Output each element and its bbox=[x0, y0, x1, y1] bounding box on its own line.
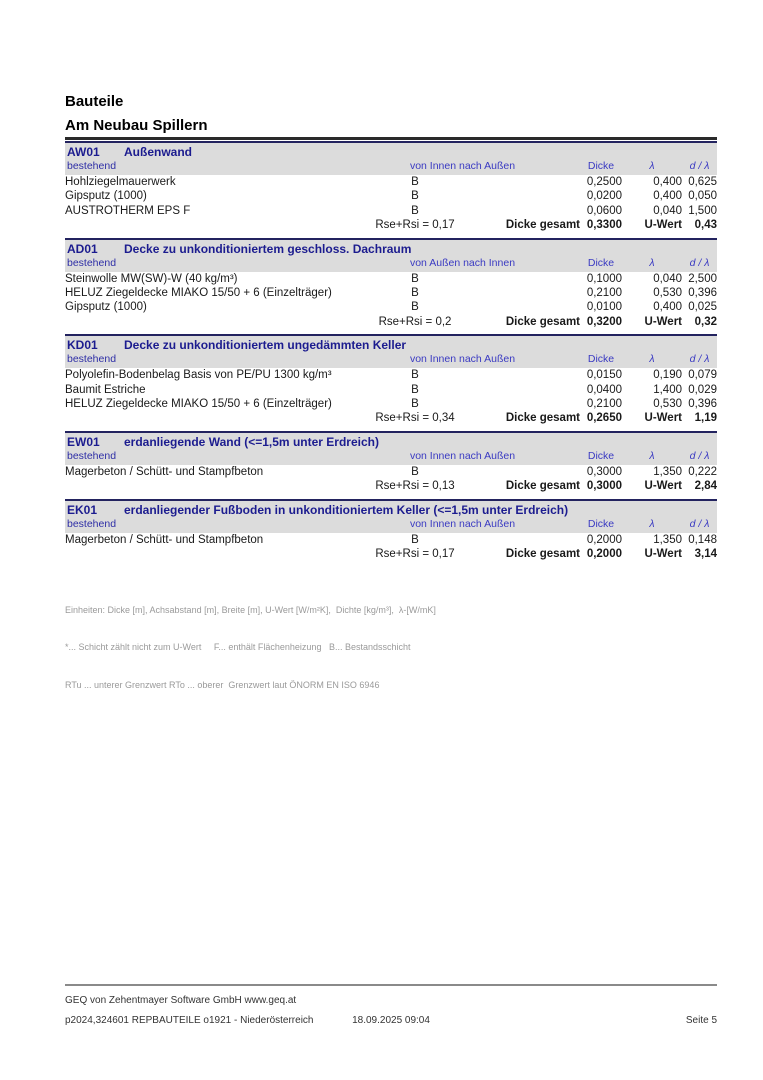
d-lambda-value: 0,029 bbox=[688, 383, 717, 396]
material-name: Magerbeton / Schütt- und Stampfbeton bbox=[65, 465, 264, 478]
section-column-header-row bbox=[65, 160, 717, 173]
section-column-header-row bbox=[65, 450, 717, 463]
dicke-value: 0,0400 bbox=[586, 383, 622, 396]
sections-container bbox=[65, 141, 717, 562]
footnotes bbox=[65, 579, 717, 717]
column-header-d-lambda: d / λ bbox=[689, 517, 710, 530]
layer-row-spacer bbox=[485, 533, 580, 547]
footnote-norm: RTu ... unterer Grenzwert RTo ... oberer Grenzwert laut ÖNORM EN ISO 6946 bbox=[65, 679, 380, 690]
column-header-d-lambda: d / λ bbox=[689, 256, 710, 269]
material-name: Magerbeton / Schütt- und Stampfbeton bbox=[65, 533, 264, 546]
layer-direction: von Außen nach Innen bbox=[409, 256, 516, 269]
dicke-gesamt-value: 0,3300 bbox=[586, 219, 622, 232]
total-row-spacer bbox=[65, 411, 345, 425]
section-title: Decke zu unkonditioniertem geschloss. Dachraum bbox=[124, 241, 412, 256]
section-header-band bbox=[65, 141, 717, 175]
section-title-row bbox=[65, 502, 717, 518]
section-title: erdanliegende Wand (<=1,5m unter Erdreich) bbox=[124, 434, 379, 449]
footer-vendor: GEQ von Zehentmayer Software GmbH www.geq.at bbox=[65, 995, 297, 1006]
rse-rsi-value: Rse+Rsi = 0,13 bbox=[375, 480, 455, 493]
column-header-lambda: λ bbox=[649, 517, 655, 530]
title-divider bbox=[65, 137, 717, 140]
d-lambda-value: 1,500 bbox=[688, 204, 717, 217]
material-name: HELUZ Ziegeldecke MIAKO 15/50 + 6 (Einzelträger) bbox=[65, 398, 332, 411]
column-header-lambda: λ bbox=[649, 353, 655, 366]
section-code: KD01 bbox=[67, 338, 98, 353]
section-total-row bbox=[65, 547, 717, 561]
column-header-lambda: λ bbox=[649, 160, 655, 172]
u-wert-value: 0,43 bbox=[694, 219, 717, 232]
section-header-band bbox=[65, 499, 717, 533]
layer-direction: von Innen nach Außen bbox=[409, 160, 516, 172]
dicke-value: 0,2500 bbox=[586, 176, 622, 188]
d-lambda-value: 0,396 bbox=[688, 398, 717, 411]
section-rows bbox=[65, 465, 717, 479]
dicke-gesamt-value: 0,3200 bbox=[586, 315, 622, 328]
dicke-value: 0,0200 bbox=[586, 190, 622, 203]
column-header-dicke: Dicke bbox=[587, 160, 615, 172]
layer-row bbox=[65, 300, 717, 314]
layer-row-spacer bbox=[485, 272, 580, 286]
material-name: Polyolefin-Bodenbelag Basis von PE/PU 1300 kg/m³ bbox=[65, 369, 332, 382]
section-status: bestehend bbox=[67, 256, 117, 269]
material-name: AUSTROTHERM EPS F bbox=[65, 204, 191, 217]
dicke-gesamt-label: Dicke gesamt bbox=[505, 548, 580, 561]
material-name: Gipsputz (1000) bbox=[65, 190, 147, 203]
section-title: Außenwand bbox=[124, 145, 192, 159]
d-lambda-value: 2,500 bbox=[688, 272, 717, 285]
layer-direction: von Innen nach Außen bbox=[409, 353, 516, 366]
layer-row bbox=[65, 533, 717, 547]
material-name: Baumit Estriche bbox=[65, 383, 146, 396]
section-code: AW01 bbox=[67, 145, 100, 159]
d-lambda-value: 0,050 bbox=[688, 190, 717, 203]
column-header-dicke: Dicke bbox=[587, 449, 615, 462]
bauteil-section bbox=[65, 238, 717, 330]
u-wert-label: U-Wert bbox=[644, 548, 682, 561]
u-wert-value: 3,14 bbox=[694, 548, 717, 561]
layer-direction: von Innen nach Außen bbox=[409, 449, 516, 462]
rse-rsi-value: Rse+Rsi = 0,17 bbox=[375, 219, 455, 232]
layer-row bbox=[65, 465, 717, 479]
layer-flag: B bbox=[411, 204, 419, 217]
column-header-dicke: Dicke bbox=[587, 517, 615, 530]
dicke-gesamt-value: 0,2650 bbox=[586, 412, 622, 425]
dicke-value: 0,0150 bbox=[586, 369, 622, 382]
section-status: bestehend bbox=[67, 160, 117, 172]
u-wert-label: U-Wert bbox=[644, 219, 682, 232]
section-title-row bbox=[65, 241, 717, 257]
material-name: Steinwolle MW(SW)-W (40 kg/m³) bbox=[65, 272, 238, 285]
layer-flag: B bbox=[411, 176, 419, 188]
dicke-value: 0,0100 bbox=[586, 301, 622, 314]
u-wert-label: U-Wert bbox=[644, 315, 682, 328]
dicke-value: 0,2100 bbox=[586, 398, 622, 411]
section-total-row bbox=[65, 218, 717, 232]
layer-row bbox=[65, 204, 717, 218]
lambda-value: 0,530 bbox=[653, 287, 682, 300]
section-column-header-row bbox=[65, 257, 717, 270]
bauteil-section bbox=[65, 141, 717, 233]
lambda-value: 0,400 bbox=[653, 190, 682, 203]
footnote-flags: *... Schicht zählt nicht zum U-Wert F... enthält Flächenheizung B... Bestandsschicht bbox=[65, 642, 411, 652]
dicke-value: 0,2100 bbox=[586, 287, 622, 300]
page-footer bbox=[65, 984, 717, 1026]
layer-flag: B bbox=[411, 272, 419, 285]
rse-rsi-value: Rse+Rsi = 0,17 bbox=[375, 548, 455, 561]
total-row-spacer bbox=[65, 218, 345, 232]
rse-rsi-value: Rse+Rsi = 0,34 bbox=[375, 412, 455, 425]
page-title: Bauteile bbox=[65, 93, 124, 110]
section-total-row bbox=[65, 479, 717, 493]
u-wert-label: U-Wert bbox=[644, 412, 682, 425]
section-title: erdanliegender Fußboden in unkonditioniertem Keller (<=1,5m unter Erdreich) bbox=[124, 502, 569, 517]
dicke-gesamt-label: Dicke gesamt bbox=[505, 219, 580, 232]
total-row-spacer bbox=[65, 479, 345, 493]
section-status: bestehend bbox=[67, 449, 117, 462]
section-title-row bbox=[65, 337, 717, 353]
section-total-row bbox=[65, 315, 717, 329]
lambda-value: 0,040 bbox=[653, 204, 682, 217]
bauteil-section bbox=[65, 431, 717, 494]
section-title-row bbox=[65, 144, 717, 160]
u-wert-label: U-Wert bbox=[644, 480, 682, 493]
d-lambda-value: 0,396 bbox=[688, 287, 717, 300]
layer-row bbox=[65, 383, 717, 397]
dicke-value: 0,3000 bbox=[586, 465, 622, 478]
footnote-units: Einheiten: Dicke [m], Achsabstand [m], Breite [m], U-Wert [W/m²K], Dichte [kg/m³], λ-[W/mK] bbox=[65, 604, 436, 615]
layer-flag: B bbox=[411, 383, 419, 396]
rse-rsi-value: Rse+Rsi = 0,2 bbox=[378, 315, 452, 328]
u-wert-value: 1,19 bbox=[694, 412, 717, 425]
lambda-value: 0,400 bbox=[653, 176, 682, 188]
section-rows bbox=[65, 175, 717, 218]
lambda-value: 0,400 bbox=[653, 301, 682, 314]
lambda-value: 0,190 bbox=[653, 369, 682, 382]
section-column-header-row bbox=[65, 353, 717, 366]
section-rows bbox=[65, 533, 717, 547]
section-rows bbox=[65, 272, 717, 315]
dicke-gesamt-value: 0,2000 bbox=[586, 548, 622, 561]
bauteil-section bbox=[65, 499, 717, 562]
layer-row bbox=[65, 272, 717, 286]
section-code: AD01 bbox=[67, 241, 98, 256]
dicke-value: 0,0600 bbox=[586, 204, 622, 217]
lambda-value: 0,530 bbox=[653, 398, 682, 411]
layer-row-spacer bbox=[485, 383, 580, 397]
column-header-dicke: Dicke bbox=[587, 353, 615, 366]
dicke-gesamt-label: Dicke gesamt bbox=[505, 480, 580, 493]
lambda-value: 1,350 bbox=[653, 465, 682, 478]
d-lambda-value: 0,079 bbox=[688, 369, 717, 382]
footer-project: p2024,324601 REPBAUTEILE o1921 - Niederösterreich bbox=[65, 1015, 314, 1026]
d-lambda-value: 0,025 bbox=[688, 301, 717, 314]
layer-row bbox=[65, 397, 717, 411]
layer-row-spacer bbox=[485, 204, 580, 218]
layer-row bbox=[65, 189, 717, 203]
footer-row bbox=[65, 1015, 717, 1026]
d-lambda-value: 0,625 bbox=[688, 176, 717, 188]
bauteil-section bbox=[65, 334, 717, 426]
material-name: HELUZ Ziegeldecke MIAKO 15/50 + 6 (Einzelträger) bbox=[65, 287, 332, 300]
layer-row-spacer bbox=[485, 397, 580, 411]
material-name: Hohlziegelmauerwerk bbox=[65, 176, 176, 188]
layer-row-spacer bbox=[485, 175, 580, 189]
layer-row bbox=[65, 175, 717, 189]
footer-datetime: 18.09.2025 09:04 bbox=[352, 1015, 430, 1026]
lambda-value: 1,400 bbox=[653, 383, 682, 396]
section-title-row bbox=[65, 434, 717, 450]
layer-flag: B bbox=[411, 398, 419, 411]
section-column-header-row bbox=[65, 518, 717, 531]
section-total-row bbox=[65, 411, 717, 425]
layer-row bbox=[65, 286, 717, 300]
layer-flag: B bbox=[411, 301, 419, 314]
dicke-gesamt-label: Dicke gesamt bbox=[505, 315, 580, 328]
layer-row-spacer bbox=[485, 286, 580, 300]
layer-row bbox=[65, 368, 717, 382]
total-row-spacer bbox=[65, 547, 345, 561]
layer-row-spacer bbox=[485, 189, 580, 203]
column-header-lambda: λ bbox=[649, 449, 655, 462]
d-lambda-value: 0,148 bbox=[688, 533, 717, 546]
project-title: Am Neubau Spillern bbox=[65, 117, 208, 134]
section-code: EW01 bbox=[67, 434, 100, 449]
column-header-d-lambda: d / λ bbox=[689, 160, 710, 172]
section-header-band bbox=[65, 238, 717, 272]
layer-direction: von Innen nach Außen bbox=[409, 517, 516, 530]
lambda-value: 1,350 bbox=[653, 533, 682, 546]
layer-flag: B bbox=[411, 533, 419, 546]
d-lambda-value: 0,222 bbox=[688, 465, 717, 478]
layer-row-spacer bbox=[485, 300, 580, 314]
layer-row-spacer bbox=[485, 368, 580, 382]
layer-row-spacer bbox=[485, 465, 580, 479]
dicke-value: 0,2000 bbox=[586, 533, 622, 546]
footer-page-number: Seite 5 bbox=[685, 1015, 718, 1026]
total-row-spacer bbox=[65, 315, 345, 329]
dicke-gesamt-value: 0,3000 bbox=[586, 480, 622, 493]
section-rows bbox=[65, 368, 717, 411]
material-name: Gipsputz (1000) bbox=[65, 301, 147, 314]
section-header-band bbox=[65, 431, 717, 465]
column-header-lambda: λ bbox=[649, 256, 655, 269]
column-header-d-lambda: d / λ bbox=[689, 353, 710, 366]
section-title: Decke zu unkonditioniertem ungedämmten Keller bbox=[124, 338, 407, 353]
section-status: bestehend bbox=[67, 517, 117, 530]
dicke-value: 0,1000 bbox=[586, 272, 622, 285]
layer-flag: B bbox=[411, 465, 419, 478]
u-wert-value: 2,84 bbox=[694, 480, 717, 493]
column-header-d-lambda: d / λ bbox=[689, 449, 710, 462]
lambda-value: 0,040 bbox=[653, 272, 682, 285]
layer-flag: B bbox=[411, 190, 419, 203]
section-header-band bbox=[65, 334, 717, 368]
column-header-dicke: Dicke bbox=[587, 256, 615, 269]
dicke-gesamt-label: Dicke gesamt bbox=[505, 412, 580, 425]
u-wert-value: 0,32 bbox=[694, 315, 717, 328]
layer-flag: B bbox=[411, 287, 419, 300]
layer-flag: B bbox=[411, 369, 419, 382]
section-code: EK01 bbox=[67, 502, 98, 517]
section-status: bestehend bbox=[67, 353, 117, 366]
